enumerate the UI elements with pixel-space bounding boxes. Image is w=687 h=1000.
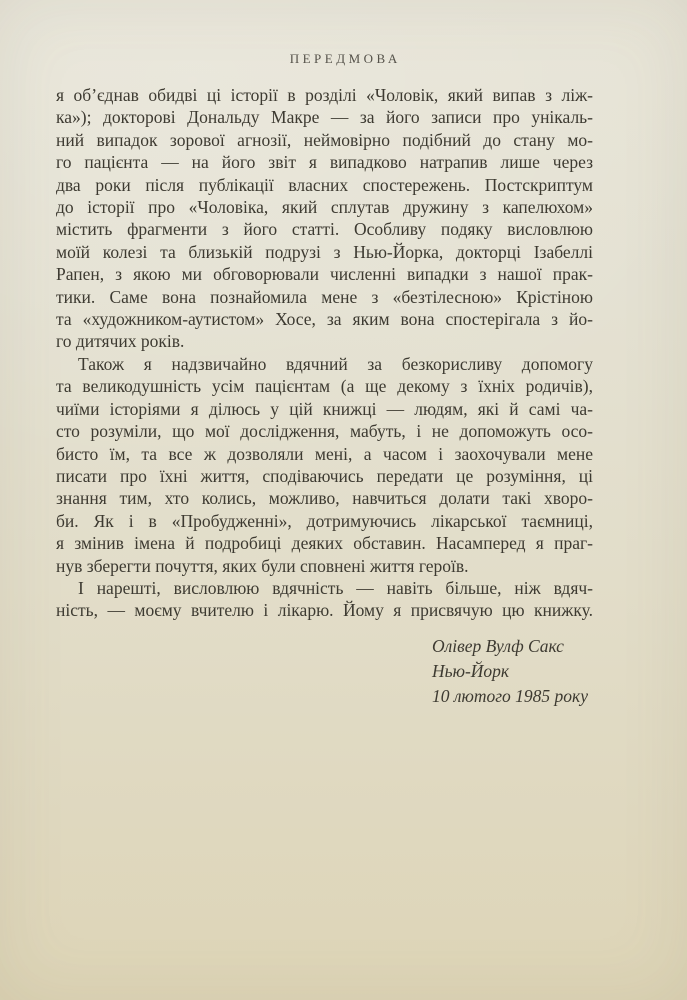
text-line: ність, — моєму вчителю і лікарю. Йому я присвячую цю книжку. xyxy=(56,600,593,621)
text-line: містить фрагменти з його статті. Особливу подяку висловлюю xyxy=(56,219,593,240)
signature-place: Нью-Йорк xyxy=(432,661,510,681)
text-line: я об’єднав обидві ці історії в розділі «Чоловік, який випав з ліж- xyxy=(56,85,593,105)
text-line: я змінив імена й подробиці деяких обставин. Насамперед я праг- xyxy=(56,533,593,554)
signature-date: 10 лютого 1985 року xyxy=(432,686,589,706)
text-line: два роки після публікації власних спостережень. Постскриптум xyxy=(56,174,593,195)
text-line: Рапен, з якою ми обговорювали численні випадки з нашої прак- xyxy=(56,264,593,285)
text-line: І нарешті, висловлюю вдячність — навіть більше, ніж вдяч- xyxy=(78,577,593,598)
text-line: та великодушність усім пацієнтам (а ще декому з їхніх родичів), xyxy=(56,376,593,397)
text-line: го пацієнта — на його звіт я випадково натрапив лише через xyxy=(56,152,593,173)
chapter-running-header: ПЕРЕДМОВА xyxy=(289,51,401,66)
text-line: моїй колезі та близькій подрузі з Нью-Йорка, докторці Ізабеллі xyxy=(56,241,593,262)
text-line: тики. Саме вона познайомила мене з «безтілесною» Крістіною xyxy=(56,286,593,307)
text-line: Також я надзвичайно вдячний за безкорисливу допомогу xyxy=(78,353,593,374)
text-line: би. Як і в «Пробудженні», дотримуючись лікарської таємниці, xyxy=(56,510,593,531)
text-line: до історії про «Чоловіка, який сплутав дружину з капелюхом» xyxy=(56,197,593,218)
text-line: сто розуміли, що мої дослідження, мабуть, і не допоможуть осо- xyxy=(56,421,593,442)
text-line: чиїми історіями я ділюсь у цій книжці — людям, які й самі ча- xyxy=(56,398,593,419)
signature-block xyxy=(432,634,588,709)
text-line: писати про їхні життя, сподіваючись передати це розуміння, ці xyxy=(56,465,593,486)
text-line: та «художником-аутистом» Хосе, за яким вона спостерігала з йо- xyxy=(56,309,593,330)
text-line: го дитячих років. xyxy=(56,331,185,352)
text-line: нув зберегти почуття, яких були сповнені життя героїв. xyxy=(56,555,469,576)
text-line: бисто їм, та все ж дозволяли мені, а часом і заохочували мене xyxy=(56,443,593,464)
text-line: ка»); докторові Дональду Макре — за його записи про унікаль- xyxy=(56,107,593,128)
text-line: знання тим, хто колись, можливо, навчиться долати такі хворо- xyxy=(56,488,593,509)
signature-author: Олівер Вулф Сакс xyxy=(432,636,564,656)
text-line: ний випадок зорової агнозії, неймовірно подібний до стану мо- xyxy=(56,129,593,150)
body-text-block xyxy=(56,84,593,622)
